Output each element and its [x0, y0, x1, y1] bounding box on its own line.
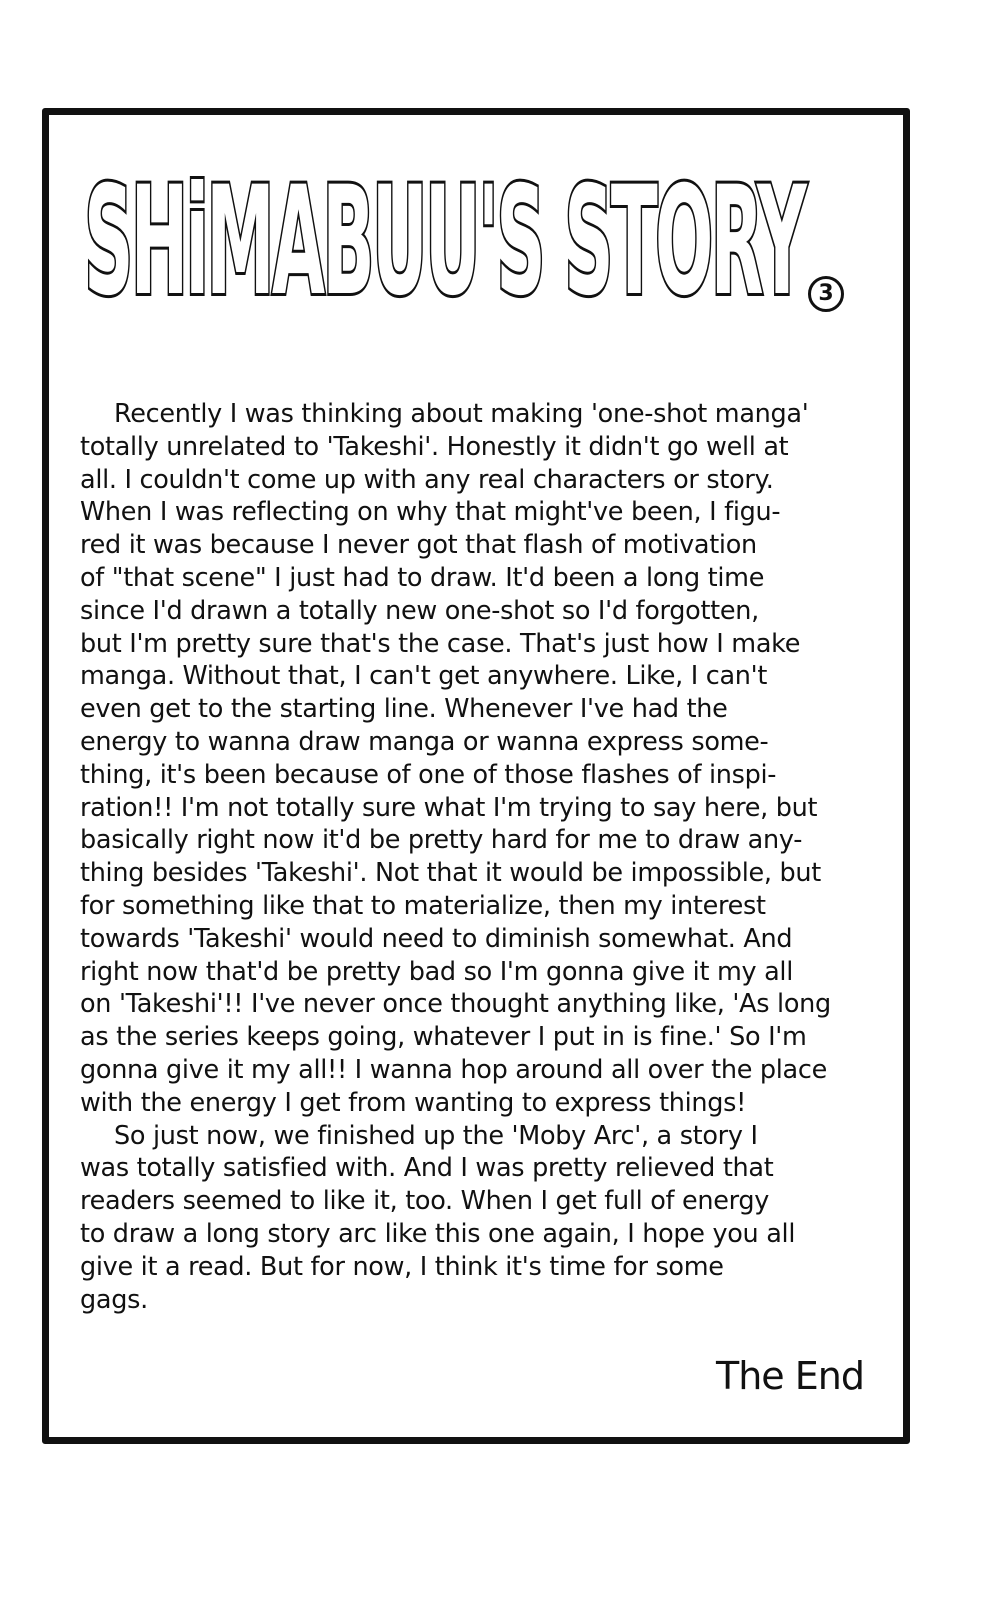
body-line: ration!! I'm not totally sure what I'm trying to say here, but [80, 792, 818, 823]
body-line: with the energy I get from wanting to express things! [80, 1087, 747, 1118]
body-line: basically right now it'd be pretty hard for me to draw any- [80, 825, 803, 856]
body-line: all. I couldn't come up with any real characters or story. [80, 464, 774, 495]
body-line: even get to the starting line. Whenever I've had the [80, 694, 728, 725]
body-line: of "that scene" I just had to draw. It'd been a long time [80, 562, 765, 593]
body-line: give it a read. But for now, I think it's time for some [80, 1251, 724, 1282]
body-line: but I'm pretty sure that's the case. That's just how I make [80, 628, 801, 659]
body-line: So just now, we finished up the 'Moby Arc', a story I [114, 1120, 758, 1151]
the-end-signoff: The End [716, 1354, 864, 1398]
body-line: energy to wanna draw manga or wanna express some- [80, 726, 769, 757]
story-title [78, 128, 858, 328]
body-line: towards 'Takeshi' would need to diminish somewhat. And [80, 923, 793, 954]
title-text: SHiMABUU'S STORY [84, 155, 808, 328]
body-line: totally unrelated to 'Takeshi'. Honestly it didn't go well at [80, 431, 789, 462]
story-body [80, 398, 880, 1316]
body-line: for something like that to materialize, then my interest [80, 890, 766, 921]
body-line: as the series keeps going, whatever I put in is fine.' So I'm [80, 1022, 807, 1053]
body-line: right now that'd be pretty bad so I'm gonna give it my all [80, 956, 793, 987]
body-line: thing, it's been because of one of those flashes of inspi- [80, 759, 777, 790]
body-line: thing besides 'Takeshi'. Not that it would be impossible, but [80, 858, 821, 889]
body-line: readers seemed to like it, too. When I get full of energy [80, 1186, 770, 1217]
body-line: gonna give it my all!! I wanna hop around all over the place [80, 1054, 827, 1085]
body-line: to draw a long story arc like this one again, I hope you all [80, 1218, 796, 1249]
body-line: on 'Takeshi'!! I've never once thought anything like, 'As long [80, 989, 831, 1020]
body-line: manga. Without that, I can't get anywhere. Like, I can't [80, 661, 768, 692]
body-line: since I'd drawn a totally new one-shot so I'd forgotten, [80, 595, 759, 626]
title-lettering [78, 128, 858, 328]
body-line: Recently I was thinking about making 'one-shot manga' [114, 399, 809, 429]
chapter-number-badge: 3 [808, 276, 844, 312]
body-line: red it was because I never got that flash of motivation [80, 530, 757, 561]
body-line: was totally satisfied with. And I was pretty relieved that [80, 1153, 774, 1184]
body-line: gags. [80, 1284, 148, 1315]
body-line: When I was reflecting on why that might've been, I figu- [80, 497, 781, 528]
